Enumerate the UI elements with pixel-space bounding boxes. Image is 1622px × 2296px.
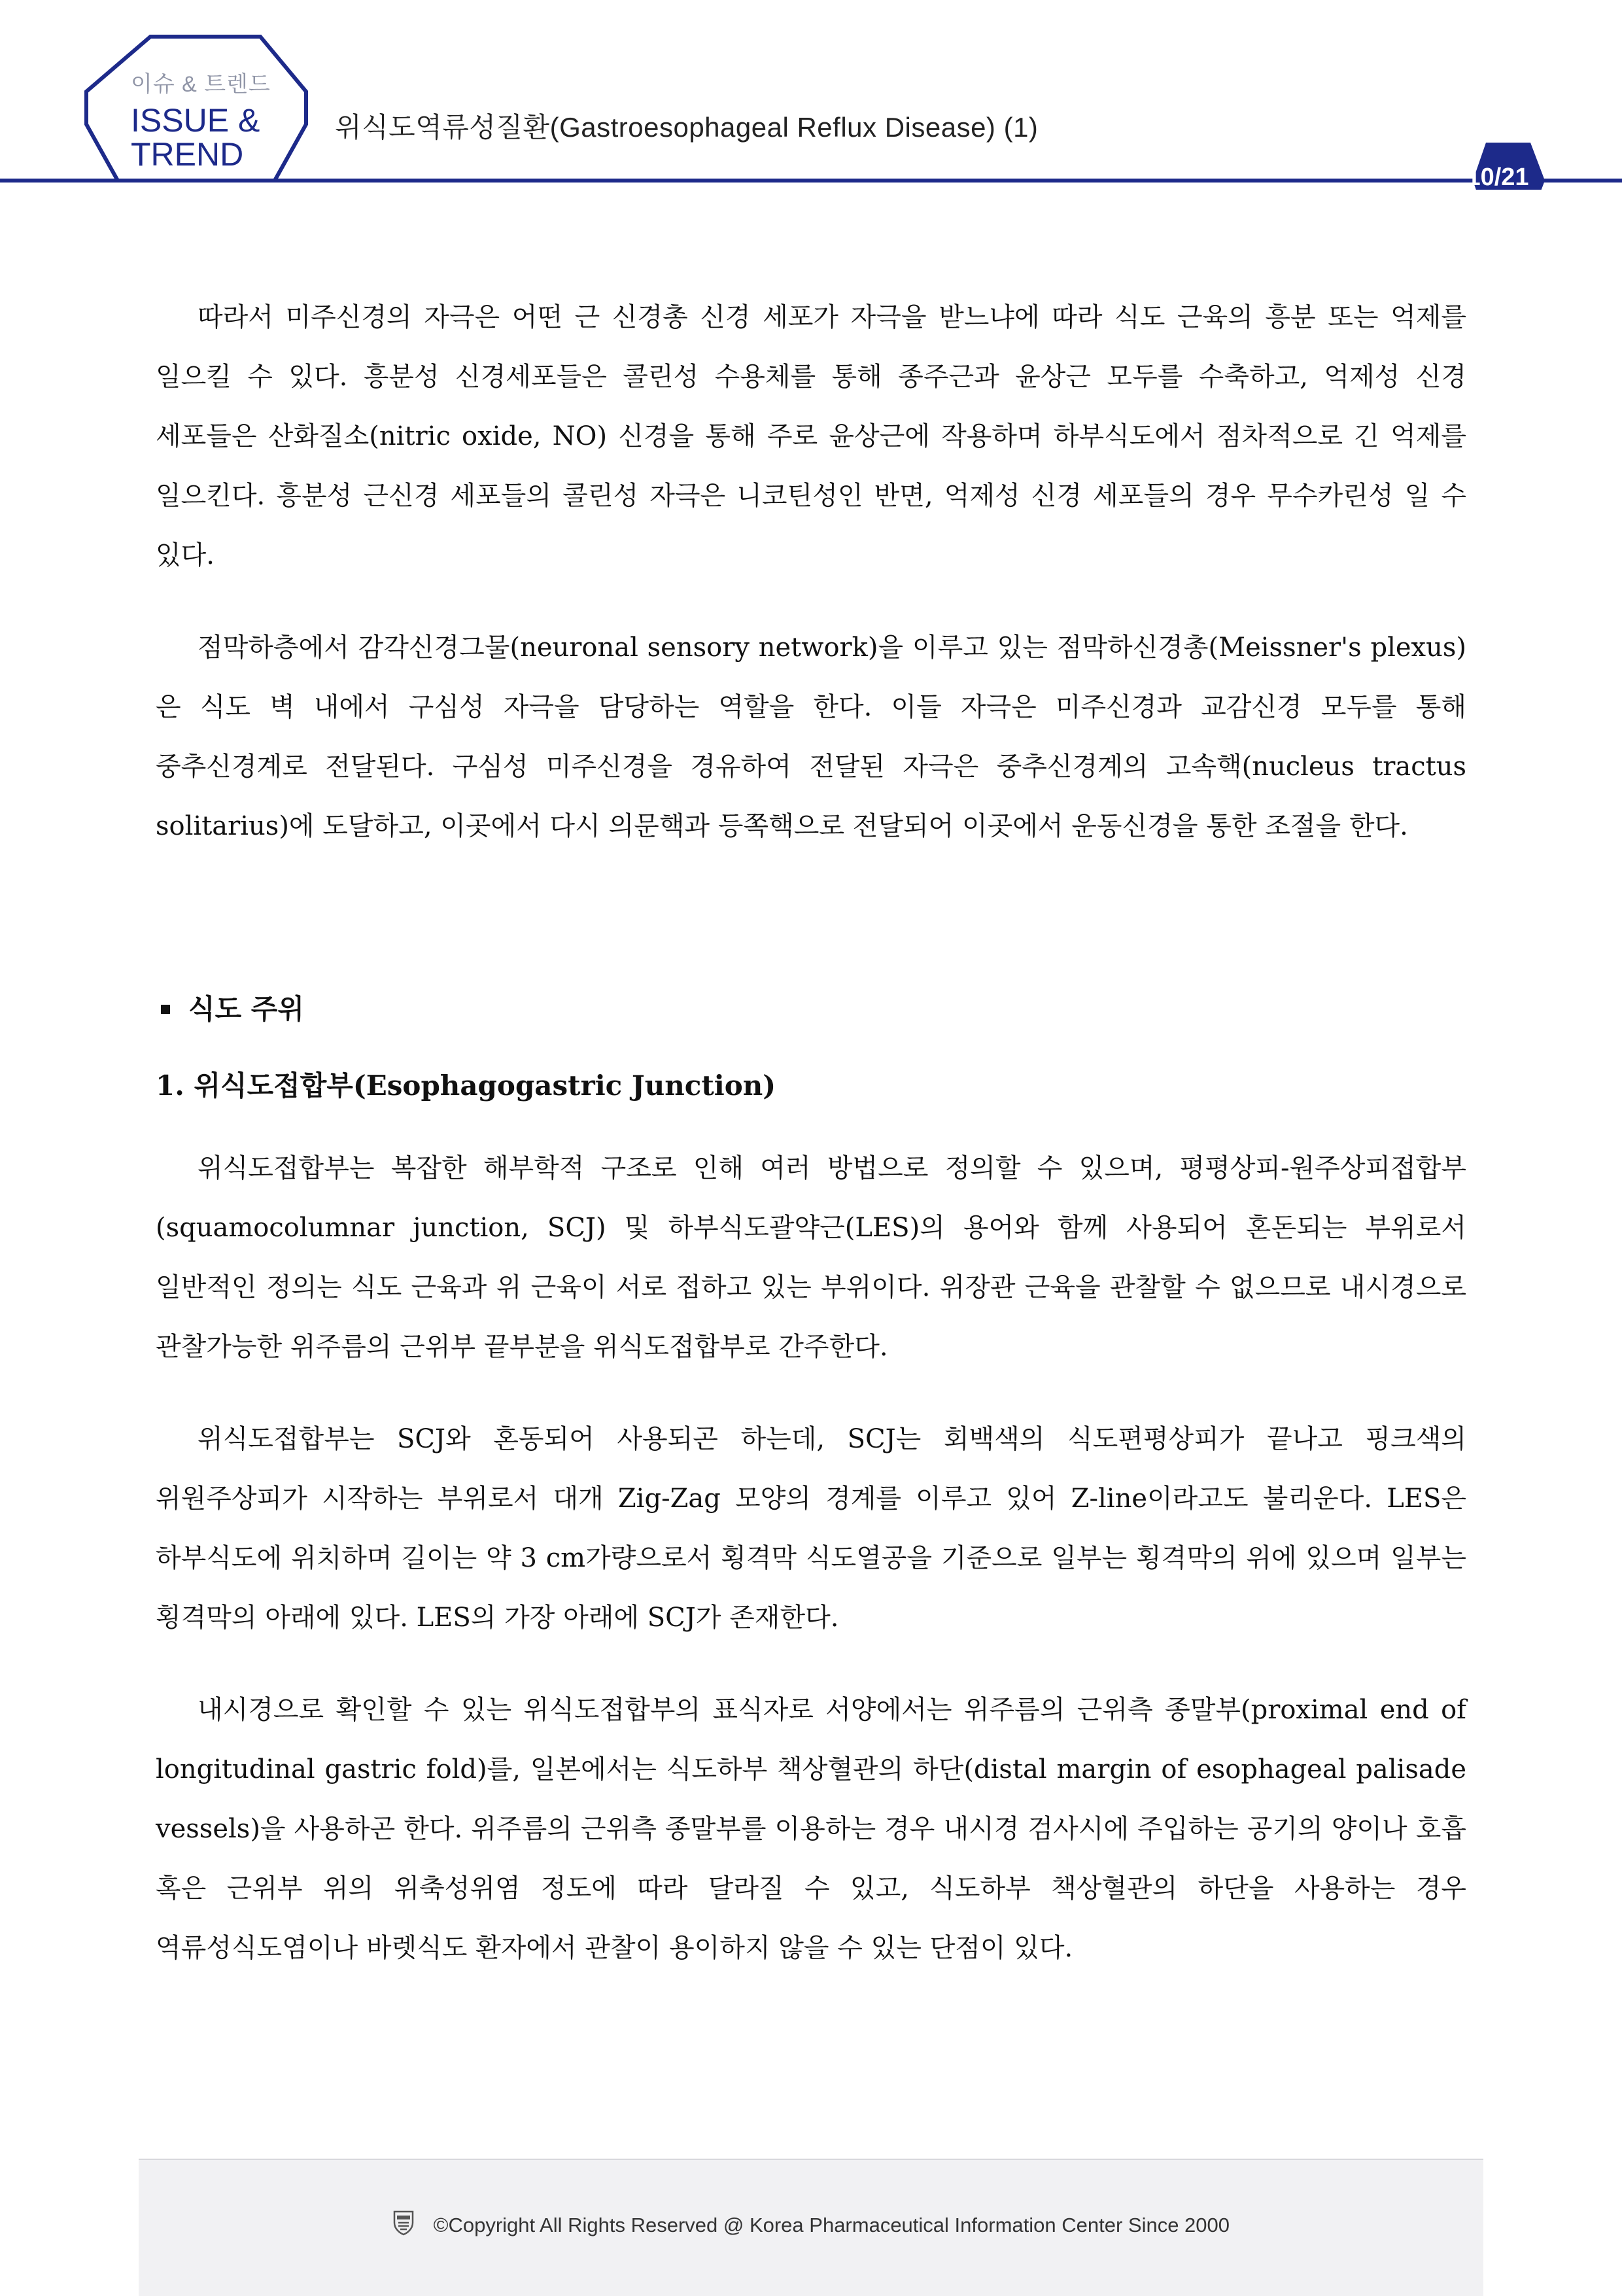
badge-line-1: ISSUE &: [131, 102, 260, 139]
paragraph: 따라서 미주신경의 자극은 어떤 근 신경총 신경 세포가 자극을 받느냐에 따라 식도 근육의 흥분 또는 억제를 일으킬 수 있다. 흥분성 신경세포들은 콜린성 수용체를 통해 종주근과 윤상근 모두를 수축하고, 억제성 신경 세포들은 산화질소(nitric oxide, NO) 신경을 통해 주로 윤상근에 작용하며 하부식도에서 점차적으로 긴 억제를 일으킨다. 흥분성 근신경 세포들의 콜린성 자극은 니코틴성인 반면, 억제성 신경 세포들의 경우 무수카린성 일 수 있다.: [156, 302, 1466, 570]
badge-line-2: TREND: [131, 136, 244, 173]
issue-trend-badge: [131, 73, 288, 171]
page-footer: [139, 2159, 1483, 2296]
shield-crest-icon: [392, 2210, 415, 2241]
page-content: [156, 288, 1466, 1978]
page-header: [0, 0, 1622, 190]
paragraph: 점막하층에서 감각신경그물(neuronal sensory network)을 이루고 있는 점막하신경총(Meissner's plexus)은 식도 벽 내에서 구심성 자극을 담당하는 역할을 한다. 이들 자극은 미주신경과 교감신경 모두를 통해 중추신경계로 전달된다. 구심성 미주신경을 경유하여 전달된 자극은 중추신경계의 고속핵(nucleus tractus solitarius)에 도달하고, 이곳에서 다시 의문핵과 등쪽핵으로 전달되어 이곳에서 운동신경을 통한 조절을 한다.: [156, 633, 1466, 841]
paragraph: 내시경으로 확인할 수 있는 위식도접합부의 표식자로 서양에서는 위주름의 근위측 종말부(proximal end of longitudinal gastric fold)를, 일본에서는 식도하부 책상혈관의 하단(distal margin of esophageal palisade vessels)을 사용하곤 한다. 위주름의 근위측 종말부를 이용하는 경우 내시경 검사시에 주입하는 공기의 양이나 호흡 혹은 근위부 위의 위축성위염 정도에 따라 달라질 수 있고, 식도하부 책상혈관의 하단을 사용하는 경우 역류성식도염이나 바렛식도 환자에서 관찰이 용이하지 않을 수 있는 단점이 있다.: [156, 1695, 1466, 1963]
page-number: 10/21: [1466, 164, 1529, 191]
section-heading: [156, 979, 1466, 1039]
section-heading-label: 식도 주위: [188, 993, 304, 1025]
sub-heading: 1. 위식도접합부(Esophagogastric Junction): [156, 1070, 776, 1102]
badge-subtitle: 이슈 & 트렌드: [131, 72, 271, 97]
paragraph: 위식도접합부는 복잡한 해부학적 구조로 인해 여러 방법으로 정의할 수 있으며, 평평상피-원주상피접합부(squamocolumnar junction, SCJ) 및 하부식도괄약근(LES)의 용어와 함께 사용되어 혼돈되는 부위로서 일반적인 정의는 식도 근육과 위 근육이 서로 접하고 있는 부위이다. 위장관 근육을 관찰할 수 없으므로 내시경으로 관찰가능한 위주름의 근위부 끝부분을 위식도접합부로 간주한다.: [156, 1153, 1466, 1362]
copyright-text: ©Copyright All Rights Reserved @ Korea Pharmaceutical Information Center Since 2000: [433, 2214, 1230, 2236]
document-title: 위식도역류성질환(Gastroesophageal Reflux Disease) (1): [335, 112, 1039, 143]
paragraph: 위식도접합부는 SCJ와 혼동되어 사용되곤 하는데, SCJ는 회백색의 식도편평상피가 끝나고 핑크색의 위원주상피가 시작하는 부위로서 대개 Zig-Zag 모양의 경계를 이루고 있어 Z-line이라고도 불리운다. LES은 하부식도에 위치하며 길이는 약 3 cm가량으로서 횡격막 식도열공을 기준으로 일부는 횡격막의 위에 있으며 일부는 횡격막의 아래에 있다. LES의 가장 아래에 SCJ가 존재한다.: [156, 1424, 1466, 1633]
square-bullet-icon: [161, 1005, 170, 1014]
